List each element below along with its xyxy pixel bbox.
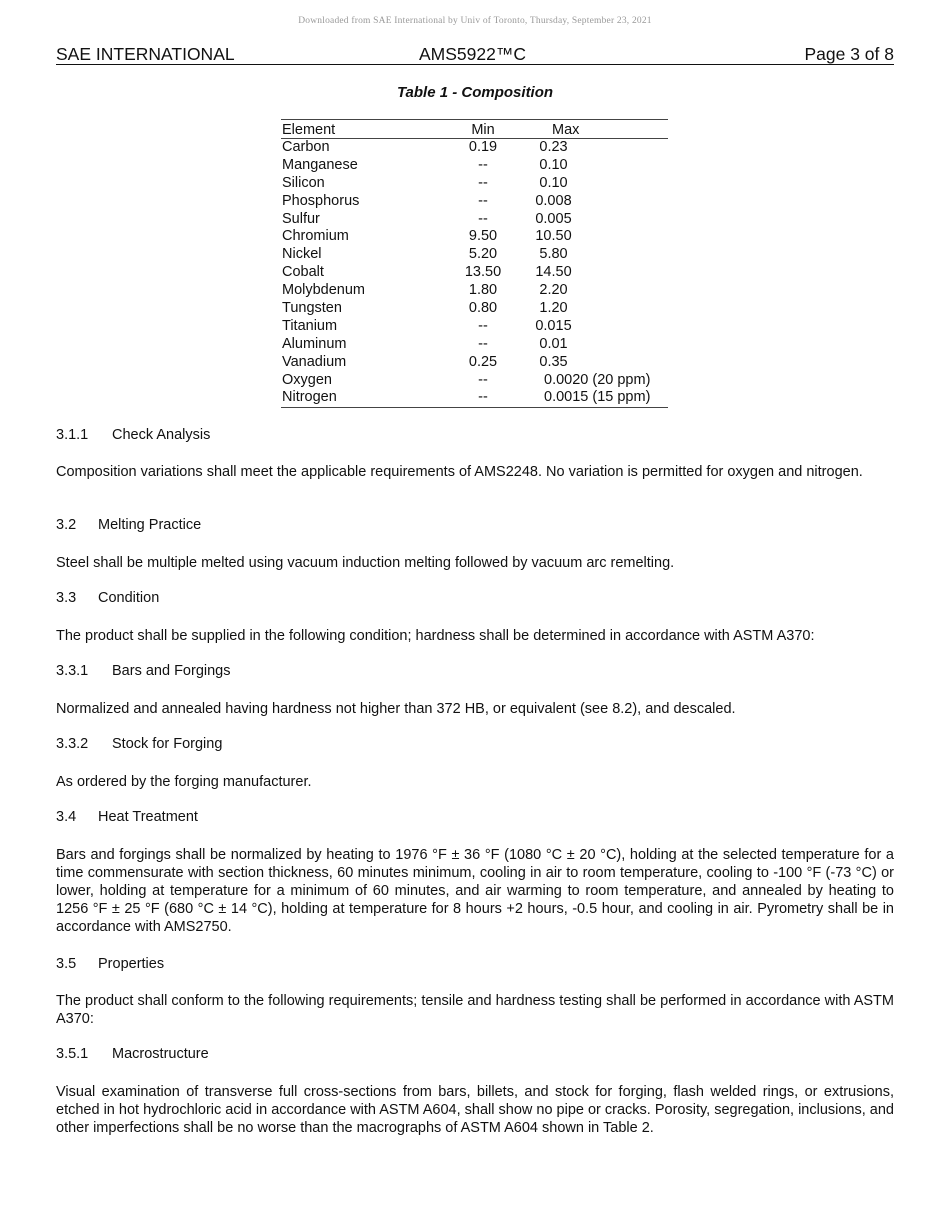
table-row	[281, 389, 668, 407]
cell-min: 0.25	[468, 353, 498, 370]
cell-element: Cobalt	[282, 264, 324, 281]
section-number: 3.4	[56, 809, 77, 825]
cell-max: 5.80	[539, 246, 568, 263]
table-row	[281, 318, 668, 336]
cell-max: 0.015	[535, 317, 572, 334]
table-row	[281, 300, 668, 318]
cell-min: 13.50	[464, 264, 502, 281]
cell-min: 9.50	[468, 228, 498, 245]
cell-min: 5.20	[468, 246, 498, 263]
section-body-3-5: The product shall conform to the following requirements; tensile and hardness testing shall be performed in accordance with ASTM A370:	[56, 993, 894, 1027]
table-row	[281, 157, 668, 175]
cell-min: --	[478, 389, 488, 406]
table-row	[281, 228, 668, 246]
section-title: Melting Practice	[98, 517, 202, 533]
page-header	[56, 44, 894, 65]
column-header-element: Element	[282, 122, 336, 138]
cell-max: 2.20	[539, 282, 568, 299]
cell-element: Aluminum	[282, 335, 347, 352]
table-row	[281, 246, 668, 264]
section-body-3-3-1: Normalized and annealed having hardness not higher than 372 HB, or equivalent (see 8.2), and descaled.	[56, 701, 736, 717]
cell-min: --	[478, 317, 488, 334]
table-row	[281, 336, 668, 354]
section-number: 3.2	[56, 517, 77, 533]
section-heading-3-2	[56, 517, 202, 533]
table-body	[281, 139, 668, 407]
table-title: Table 1 - Composition	[396, 84, 554, 101]
section-number: 3.1.1	[56, 427, 89, 443]
section-heading-3-5	[56, 956, 165, 972]
section-title: Heat Treatment	[98, 809, 198, 825]
cell-max: 0.005	[535, 210, 572, 227]
table-row	[281, 193, 668, 211]
section-heading-3-5-1	[56, 1046, 209, 1062]
section-number: 3.3.1	[56, 663, 89, 679]
download-watermark: Downloaded from SAE International by Univ of Toronto, Thursday, September 23, 2021	[298, 16, 652, 26]
cell-max: 1.20	[539, 300, 568, 317]
composition-table	[281, 119, 668, 408]
cell-element: Manganese	[282, 156, 358, 173]
cell-min: --	[478, 371, 488, 388]
table-row	[281, 139, 668, 157]
section-heading-3-3-1	[56, 663, 231, 679]
header-page-number: Page 3 of 8	[804, 44, 894, 64]
cell-element: Tungsten	[282, 300, 342, 317]
cell-element: Phosphorus	[282, 192, 360, 209]
cell-element: Nickel	[282, 246, 322, 263]
cell-element: Oxygen	[282, 371, 332, 388]
section-title: Bars and Forgings	[112, 663, 231, 679]
section-title: Properties	[98, 956, 165, 972]
cell-max: 0.10	[539, 156, 568, 173]
cell-max: 10.50	[535, 228, 572, 245]
cell-element: Vanadium	[282, 353, 347, 370]
header-organization: SAE INTERNATIONAL	[56, 44, 235, 64]
cell-max: 0.23	[539, 139, 568, 155]
cell-min: 1.80	[468, 282, 498, 299]
section-body-3-5-1: Visual examination of transverse full cross-sections from bars, billets, and stock for forging, flash welded rings, or extrusions, etched in hot hydrochloric acid in accordance with ASTM A604, shall show no pipe or cracks. Porosity, segregation, inclusions, and other imperfections shall be no worse than the macrographs of ASTM A604 shown in Table 2.	[56, 1084, 894, 1136]
cell-min: --	[478, 210, 488, 227]
table-row	[281, 354, 668, 372]
table-row	[281, 175, 668, 193]
section-heading-3-3-2	[56, 736, 223, 752]
cell-element: Sulfur	[282, 210, 320, 227]
table-header-row	[281, 120, 668, 139]
section-title: Macrostructure	[112, 1046, 209, 1062]
table-row	[281, 264, 668, 282]
cell-max: 0.01	[539, 335, 568, 352]
section-number: 3.5	[56, 956, 77, 972]
table-row	[281, 372, 668, 390]
section-number: 3.3.2	[56, 736, 89, 752]
section-number: 3.5.1	[56, 1046, 89, 1062]
cell-max: 0.008	[535, 192, 572, 209]
cell-max: 0.10	[539, 174, 568, 191]
header-document-number: AMS5922™C	[419, 44, 526, 64]
section-number: 3.3	[56, 590, 77, 606]
cell-element: Nitrogen	[282, 389, 337, 406]
column-header-max: Max	[552, 122, 580, 138]
cell-element: Molybdenum	[282, 282, 366, 299]
section-title: Stock for Forging	[112, 736, 223, 752]
cell-min: --	[478, 335, 488, 352]
section-body-3-1-1: Composition variations shall meet the applicable requirements of AMS2248. No variation is permitted for oxygen and nitrogen.	[56, 464, 863, 480]
cell-element: Silicon	[282, 174, 325, 191]
cell-element: Titanium	[282, 317, 338, 334]
cell-min: 0.80	[468, 300, 498, 317]
table-row	[281, 211, 668, 229]
cell-min: --	[478, 156, 488, 173]
cell-min: --	[478, 174, 488, 191]
section-heading-3-3	[56, 590, 160, 606]
cell-max: 0.0020 (20 ppm)	[544, 371, 651, 388]
table-row	[281, 282, 668, 300]
section-title: Check Analysis	[112, 427, 211, 443]
cell-max: 0.0015 (15 ppm)	[544, 389, 651, 406]
section-body-3-3-2: As ordered by the forging manufacturer.	[56, 774, 312, 790]
column-header-min: Min	[471, 122, 495, 138]
cell-element: Carbon	[282, 139, 330, 155]
cell-min: 0.19	[468, 139, 498, 155]
cell-max: 14.50	[535, 264, 572, 281]
section-body-3-2: Steel shall be multiple melted using vacuum induction melting followed by vacuum arc remelting.	[56, 555, 675, 571]
section-body-3-3: The product shall be supplied in the following condition; hardness shall be determined in accordance with ASTM A370:	[56, 628, 815, 644]
section-body-3-4: Bars and forgings shall be normalized by heating to 1976 °F ± 36 °F (1080 °C ± 20 °C), holding at the selected temperature for a time commensurate with section thickness, 60 minutes minimum, cooling in air to room temperature, cooling to -100 °F (-73 °C) or lower, holding at temperature for a minimum of 60 minutes, and air warming to room temperature, and annealed by heating to 1256 °F ± 25 °F (680 °C ± 14 °C), holding at temperature for 8 hours +2 hours, -0.5 hour, and cooling in air. Pyrometry shall be in accordance with AMS2750.	[56, 847, 894, 935]
section-heading-3-4	[56, 809, 198, 825]
cell-min: --	[478, 192, 488, 209]
cell-element: Chromium	[282, 228, 349, 245]
cell-max: 0.35	[539, 353, 568, 370]
section-heading-3-1-1	[56, 427, 211, 443]
section-title: Condition	[98, 590, 160, 606]
